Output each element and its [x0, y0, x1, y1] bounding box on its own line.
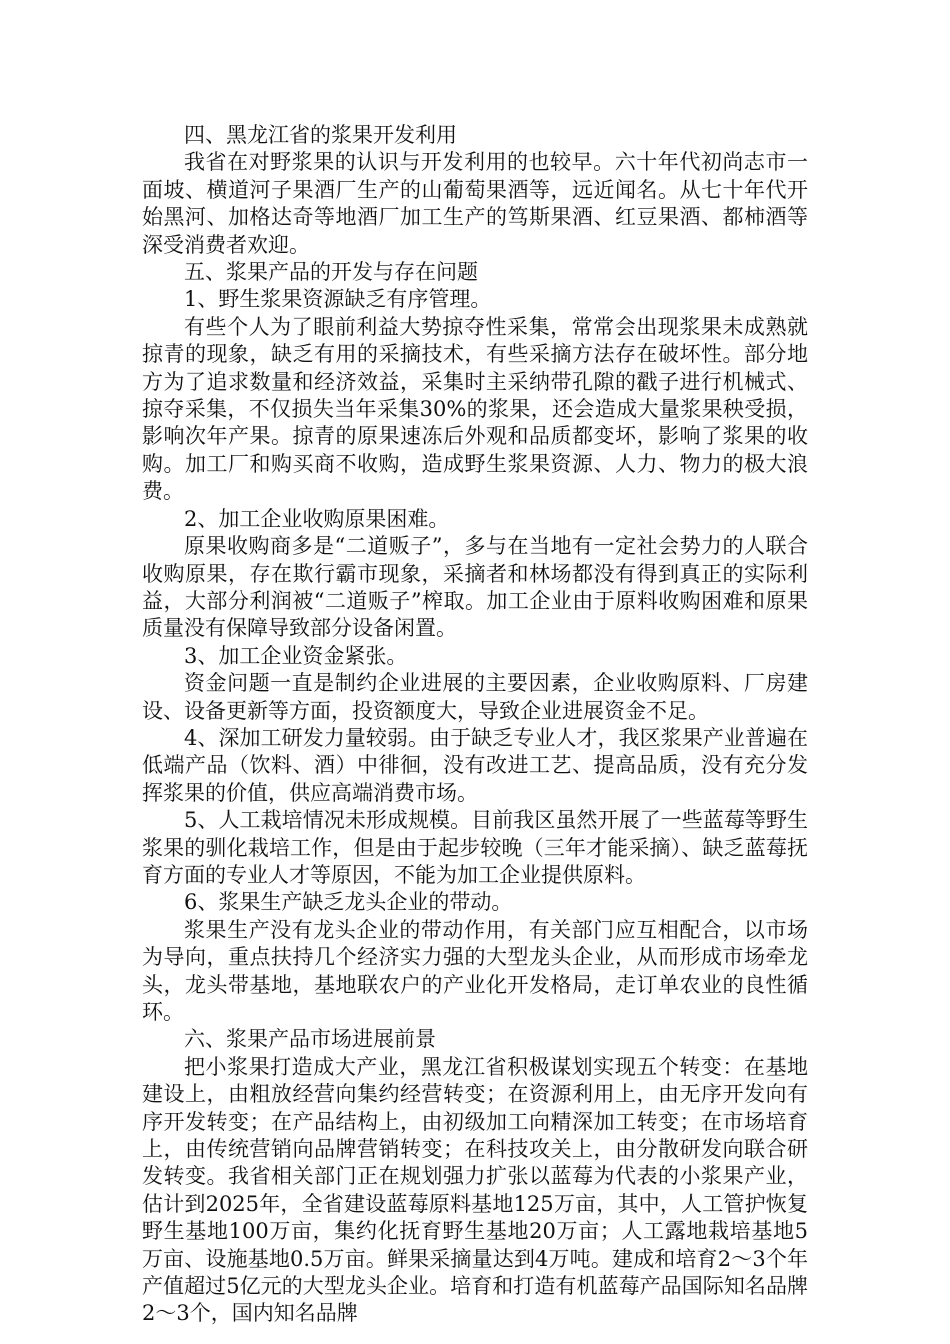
subheading-2: 2、加工企业收购原果困难。	[184, 506, 450, 531]
paragraph-purchasing: 原果收购商多是“二道贩子”，多与在当地有一定社会势力的人联合收购原果，存在欺行霸市现象，采摘者和林场都没有得到真正的实际利益，大部分利润被“二道贩子”榨取。加工企业由于原料收购困难和原果质量没有保障导致部分设备闲置。	[142, 534, 808, 641]
paragraph-cultivation: 5、人工栽培情况未形成规模。目前我区虽然开展了一些蓝莓等野生浆果的驯化栽培工作，但是由于起步较晚（三年才能采摘）、缺乏蓝莓抚育方面的专业人才等原因，不能为加工企业提供原料。	[142, 808, 808, 887]
subheading-3: 3、加工企业资金紧张。	[184, 643, 408, 668]
document-body	[142, 122, 808, 1328]
paragraph-funding: 资金问题一直是制约企业进展的主要因素，企业收购原料、厂房建设、设备更新等方面，投资额度大，导致企业进展资金不足。	[142, 671, 808, 723]
paragraph-history: 我省在对野浆果的认识与开发利用的也较早。六十年代初尚志市一面坡、横道河子果酒厂生产的山葡萄果酒等，远近闻名。从七十年代开始黑河、加格达奇等地酒厂加工生产的笃斯果酒、红豆果酒、都柿酒等深受消费者欢迎。	[142, 150, 808, 257]
section-heading-6: 六、浆果产品市场进展前景	[184, 1027, 436, 1052]
subheading-6: 6、浆果生产缺乏龙头企业的带动。	[184, 890, 513, 915]
paragraph-leading-enterprises: 浆果生产没有龙头企业的带动作用，有关部门应互相配合，以市场为导向，重点扶持几个经济实力强的大型龙头企业，从而形成市场牵龙头，龙头带基地，基地联农户的产业化开发格局，走订单农业的良性循环。	[142, 917, 808, 1024]
paragraph-rd: 4、深加工研发力量较弱。由于缺乏专业人才，我区浆果产业普遍在低端产品（饮料、酒）中徘徊，没有改进工艺、提高品质，没有充分发挥浆果的价值，供应高端消费市场。	[142, 725, 808, 805]
subheading-1: 1、野生浆果资源缺乏有序管理。	[184, 287, 492, 312]
paragraph-resource-management: 有些个人为了眼前利益大势掠夺性采集，常常会出现浆果未成熟就掠青的现象，缺乏有用的采摘技术，有些采摘方法存在破坏性。部分地方为了追求数量和经济效益，采集时主采纳带孔隙的戳子进行机械式、掠夺采集，不仅损失当年采集30%的浆果，还会造成大量浆果秧受损，影响次年产果。掠青的原果速冻后外观和品质都变坏，影响了浆果的收购。加工厂和购买商不收购，造成野生浆果资源、人力、物力的极大浪费。	[142, 314, 808, 504]
paragraph-market-prospects: 把小浆果打造成大产业，黑龙江省积极谋划实现五个转变：在基地建设上，由粗放经营向集约经营转变；在资源利用上，由无序开发向有序开发转变；在产品结构上，由初级加工向精深加工转变；在市场培育上，由传统营销向品牌营销转变；在科技攻关上，由分散研发向联合研发转变。我省相关部门正在规划强力扩张以蓝莓为代表的小浆果产业，估计到2025年，全省建设蓝莓原料基地125万亩，其中，人工管护恢复野生基地100万亩，集约化抚育野生基地20万亩；人工露地栽培基地5万亩、设施基地0.5万亩。鲜果采摘量达到4万吨。建成和培育2～3个年产值超过5亿元的大型龙头企业。培育和打造有机蓝莓产品国际知名品牌2～3个，国内知名品牌	[142, 1054, 808, 1326]
section-heading-5: 五、浆果产品的开发与存在问题	[184, 260, 478, 285]
section-heading-4: 四、黑龙江省的浆果开发利用	[184, 123, 457, 147]
